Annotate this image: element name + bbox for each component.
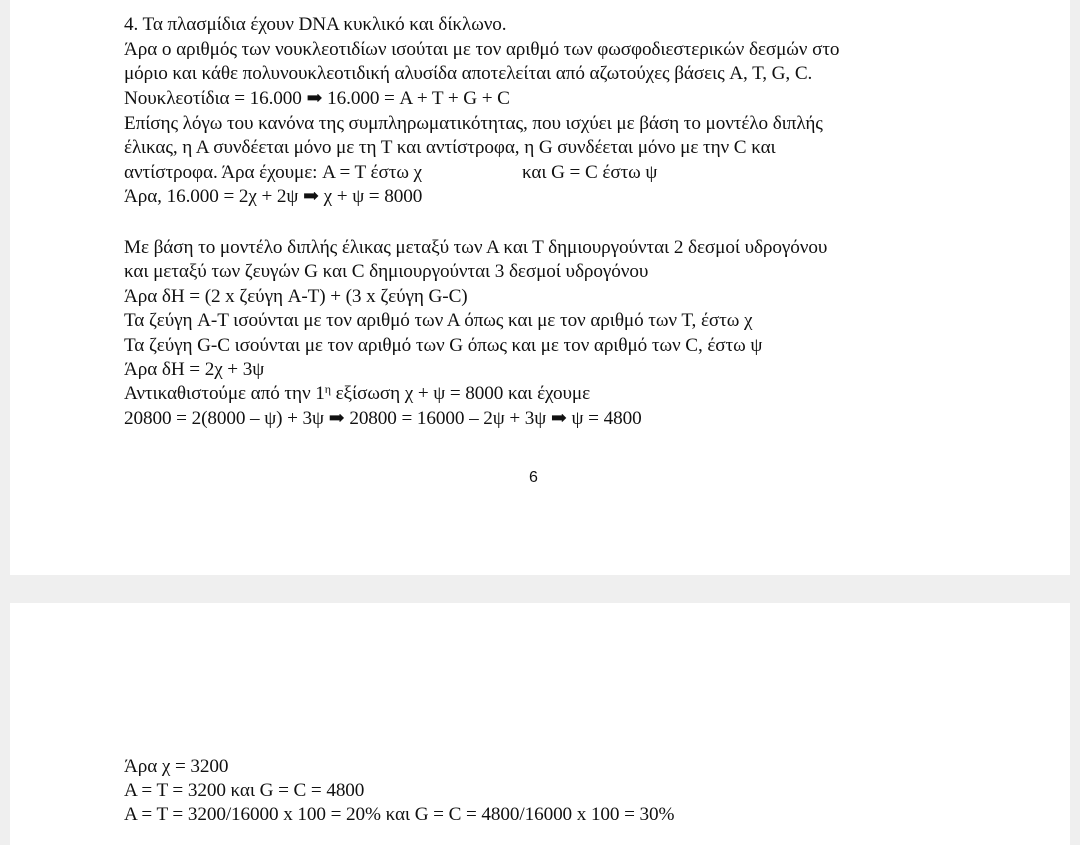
text-line: Τα ζεύγη G-C ισούνται με τον αριθμό των G όπως και με τον αριθμό των C, έστω ψ (124, 335, 763, 356)
text-line: Τα ζεύγη A-T ισούνται με τον αριθμό των Α όπως και με τον αριθμό των Τ, έστω χ (124, 310, 753, 331)
text-line: και μεταξύ των ζευγών G και C δημιουργούνται 3 δεσμοί υδρογόνου (124, 261, 649, 282)
document-page-2 (10, 603, 1070, 845)
text-segment: και G = C έστω ψ (521, 162, 658, 183)
text-line: Άρα χ = 3200 (124, 756, 229, 777)
text-line: Άρα, 16.000 = 2χ + 2ψ ➡ χ + ψ = 8000 (124, 186, 423, 207)
text-line: Νουκλεοτίδια = 16.000 ➡ 16.000 = A + T + G + C (124, 88, 510, 109)
text-line (124, 382, 590, 406)
text-line: έλικας, η Α συνδέεται μόνο με τη Τ και αντίστροφα, η G συνδέεται μόνο με την C και (124, 137, 776, 158)
text-line: Επίσης λόγω του κανόνα της συμπληρωματικότητας, που ισχύει με βάση το μοντέλο διπλής (124, 113, 823, 134)
text-line: Με βάση το μοντέλο διπλής έλικας μεταξύ των Α και Τ δημιουργούνται 2 δεσμοί υδρογόνου (124, 237, 828, 258)
text-line: Άρα δH = 2χ + 3ψ (124, 359, 265, 380)
text-line: 20800 = 2(8000 – ψ) + 3ψ ➡ 20800 = 16000 – 2ψ + 3ψ ➡ ψ = 4800 (124, 408, 642, 429)
text-line: 4. Τα πλασμίδια έχουν DNA κυκλικό και δίκλωνο. (124, 14, 507, 35)
document-page-1 (10, 0, 1070, 575)
text-line: Άρα δH = (2 x ζεύγη A-T) + (3 x ζεύγη G-C) (124, 286, 468, 307)
page-number: 6 (529, 469, 538, 486)
text-line: μόριο και κάθε πολυνουκλεοτιδική αλυσίδα αποτελείται από αζωτούχες βάσεις A, T, G, C. (124, 63, 813, 84)
text-segment: αντίστροφα. Άρα έχουμε: A = T έστω χ (124, 162, 422, 183)
text-line (124, 161, 657, 185)
text-line: A = T = 3200 και G = C = 4800 (124, 780, 365, 801)
text-line: A = T = 3200/16000 x 100 = 20% και G = C = 4800/16000 x 100 = 30% (124, 804, 675, 825)
text-segment: εξίσωση χ + ψ = 8000 και έχουμε (330, 383, 591, 404)
superscript: η (324, 382, 331, 396)
text-line: Άρα ο αριθμός των νουκλεοτιδίων ισούται με τον αριθμό των φωσφοδιεστερικών δεσμών στο (124, 39, 840, 60)
text-segment: Αντικαθιστούμε από την 1 (124, 383, 325, 404)
